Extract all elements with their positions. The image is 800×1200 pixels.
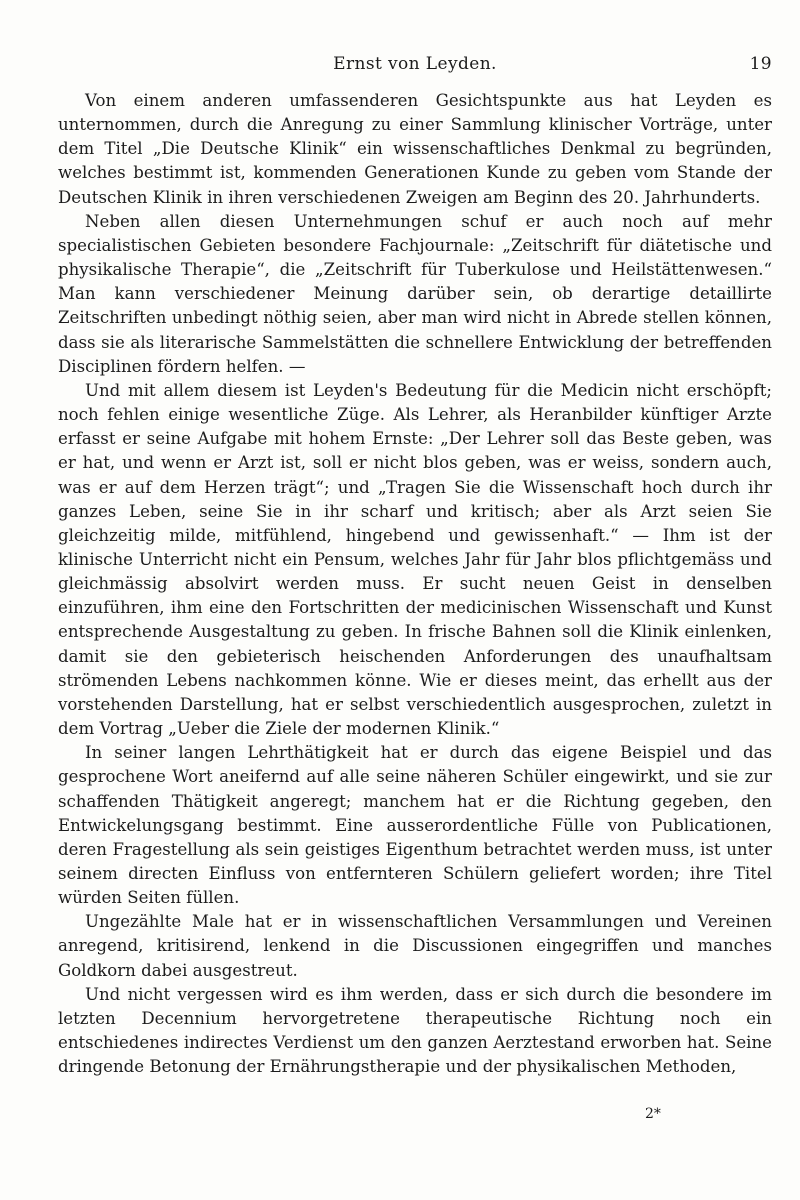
page-header	[58, 54, 772, 78]
paragraph: Ungezählte Male hat er in wissenschaftlichen Versammlungen und Vereinen anregend, kritisirend, lenkend in die Discussionen eingegriffen und manches Goldkorn dabei ausgestreut.	[58, 912, 772, 980]
signature-mark: 2*	[645, 1106, 661, 1122]
body-text	[58, 89, 772, 1079]
paragraph: Und mit allem diesem ist Leyden's Bedeutung für die Medicin nicht erschöpft; noch fehlen einige wesentliche Züge. Als Lehrer, als Heranbilder künftiger Arzte erfasst er seine Aufgabe mit hohem Ernste: „Der Lehrer soll das Beste geben, was er hat, und wenn er Arzt ist, soll er nicht blos geben, was er weiss, sondern auch, was er auf dem Herzen trägt“; und „Tragen Sie die Wissenschaft hoch durch ihr ganzes Leben, seine Sie in ihr scharf und kritisch; aber als Arzt seien Sie gleichzeitig milde, mitfühlend, hingebend und gewissenhaft.“ — Ihm ist der klinische Unterricht nicht ein Pensum, welches Jahr für Jahr blos pflichtgemäss und gleichmässig absolvirt werden muss. Er sucht neuen Geist in denselben einzuführen, ihm eine den Fortschritten der medicinischen Wissenschaft und Kunst entsprechende Ausgestaltung zu geben. In frische Bahnen soll die Klinik einlenken, damit sie den gebieterisch heischenden Anforderungen des unaufhaltsam strömenden Lebens nachkommen könne. Wie er dieses meint, das erhellt aus der vorstehenden Darstellung, hat er selbst verschiedentlich ausgesprochen, zuletzt in dem Vortrag „Ueber die Ziele der modernen Klinik.“	[58, 380, 772, 739]
running-title: Ernst von Leyden.	[333, 54, 497, 74]
paragraph: In seiner langen Lehrthätigkeit hat er durch das eigene Beispiel und das gesprochene Wort aneifernd auf alle seine näheren Schüler eingewirkt, und sie zur schaffenden Thätigkeit angeregt; manchem hat er die Richtung gegeben, den Entwickelungsgang bestimmt. Eine ausserordentliche Fülle von Publicationen, deren Fragestellung als sein geistiges Eigenthum betrachtet werden muss, ist unter seinem directen Einfluss von entfernteren Schülern geliefert worden; ihre Titel würden Seiten füllen.	[58, 743, 772, 908]
page-number: 19	[749, 54, 772, 74]
paragraph: Neben allen diesen Unternehmungen schuf er auch noch auf mehr specialistischen Gebieten besondere Fachjournale: „Zeitschrift für diätetische und physikalische Therapie“, die „Zeitschrift für Tuberkulose und Heilstättenwesen.“ Man kann verschiedener Meinung darüber sein, ob derartige detaillirte Zeitschriften unbedingt nöthig seien, aber man wird nicht in Abrede stellen können, dass sie als literarische Sammelstätten die schnellere Entwicklung der betreffenden Disciplinen fördern helfen. —	[58, 211, 772, 376]
paragraph: Und nicht vergessen wird es ihm werden, dass er sich durch die besondere im letzten Decennium hervorgetretene therapeutische Richtung noch ein entschiedenes indirectes Verdienst um den ganzen Aerztestand erworben hat. Seine dringende Betonung der Ernährungstherapie und der physikalischen Methoden,	[58, 984, 772, 1077]
paragraph: Von einem anderen umfassenderen Gesichtspunkte aus hat Leyden es unternommen, durch die Anregung zu einer Sammlung klinischer Vorträge, unter dem Titel „Die Deutsche Klinik“ ein wissenschaftliches Denkmal zu begründen, welches bestimmt ist, kommenden Generationen Kunde zu geben vom Stande der Deutschen Klinik in ihren verschiedenen Zweigen am Beginn des 20. Jahrhunderts.	[58, 91, 772, 207]
